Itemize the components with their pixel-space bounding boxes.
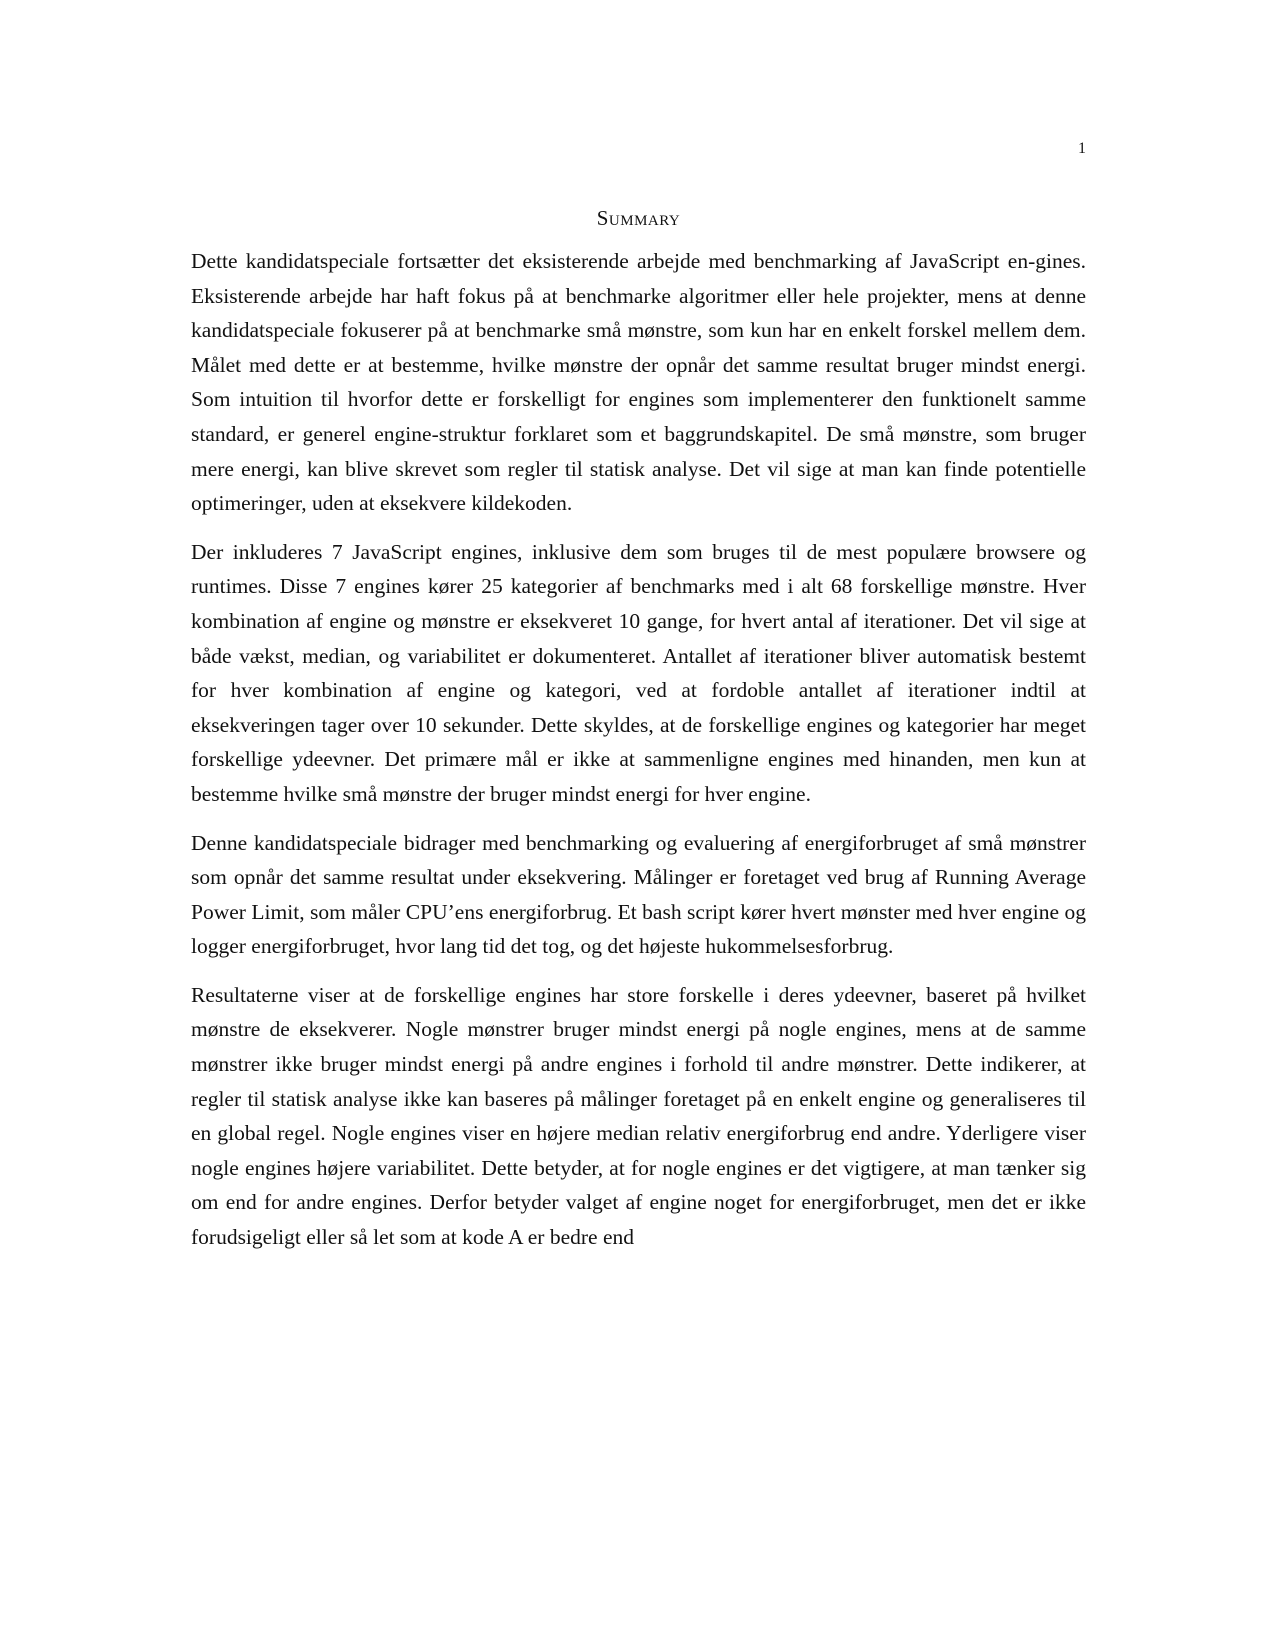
summary-body — [191, 244, 1086, 1269]
paragraph: Dette kandidatspeciale fortsætter det eksisterende arbejde med benchmarking af JavaScript en-gines. Eksisterende arbejde har haft fokus på at benchmarke algoritmer eller hele projekter, mens at denne kandidatspeciale fokuserer på at benchmarke små mønstre, som kun har en enkelt forskel mellem dem. Målet med dette er at bestemme, hvilke mønstre der opnår det samme resultat bruger mindst energi. Som intuition til hvorfor dette er forskelligt for engines som implementerer den funktionelt samme standard, er generel engine-struktur forklaret som et baggrundskapitel. De små mønstre, som bruger mere energi, kan blive skrevet som regler til statisk analyse. Det vil sige at man kan finde potentielle optimeringer, uden at eksekvere kildekoden. — [191, 249, 1086, 516]
page-number: 1 — [1078, 140, 1086, 157]
paragraph: Der inkluderes 7 JavaScript engines, inklusive dem som bruges til de mest populære browsere og runtimes. Disse 7 engines kører 25 kategorier af benchmarks med i alt 68 forskellige mønstre. Hver kombination af engine og mønstre er eksekveret 10 gange, for hvert antal af iterationer. Det vil sige at både vækst, median, og variabilitet er dokumenteret. Antallet af iterationer bliver automatisk bestemt for hver kombination af engine og kategori, ved at fordoble antallet af iterationer indtil at eksekveringen tager over 10 sekunder. Dette skyldes, at de forskellige engines og kategorier har meget forskellige ydeevner. Det primære mål er ikke at sammenligne engines med hinanden, men kun at bestemme hvilke små mønstre der bruger mindst energi for hver engine. — [191, 539, 1086, 806]
paragraph: Denne kandidatspeciale bidrager med benchmarking og evaluering af energiforbruget af små mønstrer som opnår det samme resultat under eksekvering. Målinger er foretaget ved brug af Running Average Power Limit, som måler CPU’ens energiforbrug. Et bash script kører hvert mønster med hver engine og logger energiforbruget, hvor lang tid det tog, og det højeste hukommelsesforbrug. — [191, 830, 1086, 959]
paragraph: Resultaterne viser at de forskellige engines har store forskelle i deres ydeevner, baseret på hvilket mønstre de eksekverer. Nogle mønstrer bruger mindst energi på nogle engines, mens at de samme mønstrer ikke bruger mindst energi på andre engines i forhold til andre mønstrer. Dette indikerer, at regler til statisk analyse ikke kan baseres på målinger foretaget på en enkelt engine og generaliseres til en global regel. Nogle engines viser en højere median relativ energiforbrug end andre. Yderligere viser nogle engines højere variabilitet. Dette betyder, at for nogle engines er det vigtigere, at man tænker sig om end for andre engines. Derfor betyder valget af engine noget for energiforbruget, men det er ikke forudsigeligt eller så let som at kode A er bedre end — [191, 982, 1086, 1250]
section-title: Summary — [596, 206, 681, 230]
